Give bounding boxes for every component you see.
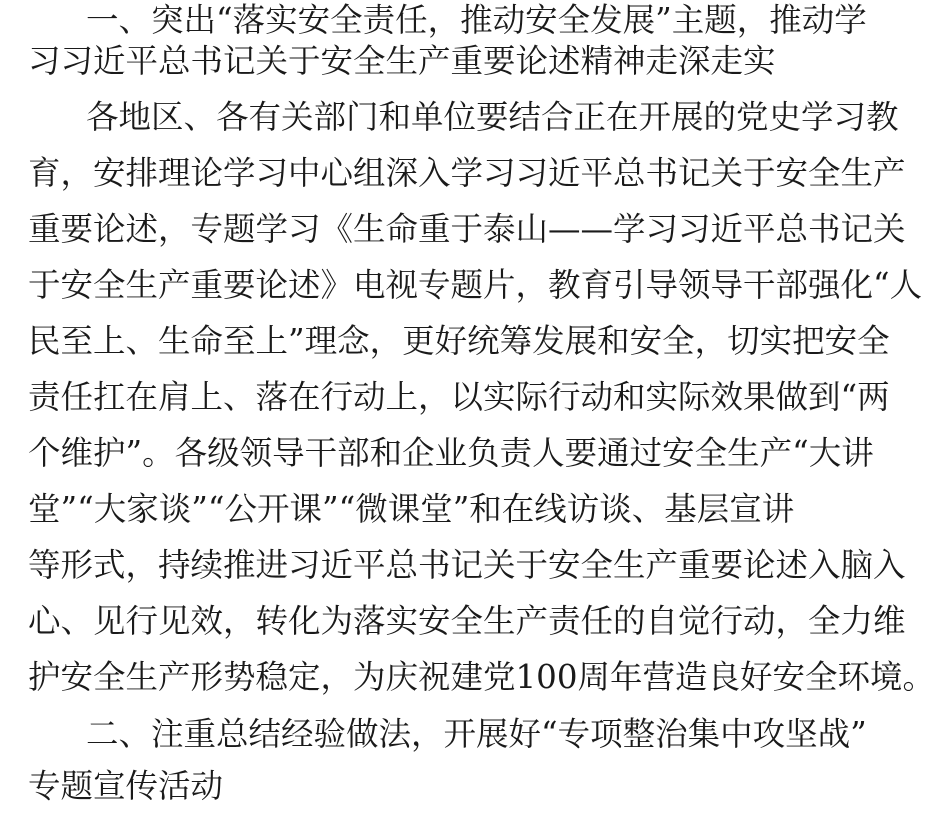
paragraph-line-6: 责任扛在肩上、落在行动上，以实际行动和实际效果做到“两: [28, 378, 890, 416]
heading-1-line-1: 一、突出“落实安全责任，推动安全发展”主题，推动学: [86, 1, 867, 39]
paragraph-line-4: 于安全生产重要论述》电视专题片，教育引导领导干部强化“人: [28, 266, 923, 304]
paragraph-line-9: 等形式，持续推进习近平总书记关于安全生产重要论述入脑入: [28, 546, 906, 584]
paragraph-line-10: 心、见行见效，转化为落实安全生产责任的自觉行动，全力维: [28, 602, 906, 640]
paragraph-line-11: 护安全生产形势稳定，为庆祝建党100周年营造良好安全环境。: [28, 658, 935, 696]
paragraph-line-8: 堂”“大家谈”“公开课”“微课堂”和在线访谈、基层宣讲: [28, 490, 795, 528]
paragraph-line-3: 重要论述，专题学习《生命重于泰山——学习习近平总书记关: [28, 210, 906, 248]
heading-1-line-2: 习习近平总书记关于安全生产重要论述精神走深走实: [28, 42, 776, 80]
paragraph-line-2: 育，安排理论学习中心组深入学习习近平总书记关于安全生产: [28, 154, 906, 192]
paragraph-line-1: 各地区、各有关部门和单位要结合正在开展的党史学习教: [86, 98, 899, 136]
paragraph-line-5: 民至上、生命至上”理念，更好统筹发展和安全，切实把安全: [28, 322, 890, 360]
paragraph-line-7: 个维护”。各级领导干部和企业负责人要通过安全生产“大讲: [28, 434, 874, 472]
heading-2-line-2: 专题宣传活动: [28, 767, 224, 805]
heading-2-line-1: 二、注重总结经验做法，开展好“专项整治集中攻坚战”: [86, 715, 867, 753]
